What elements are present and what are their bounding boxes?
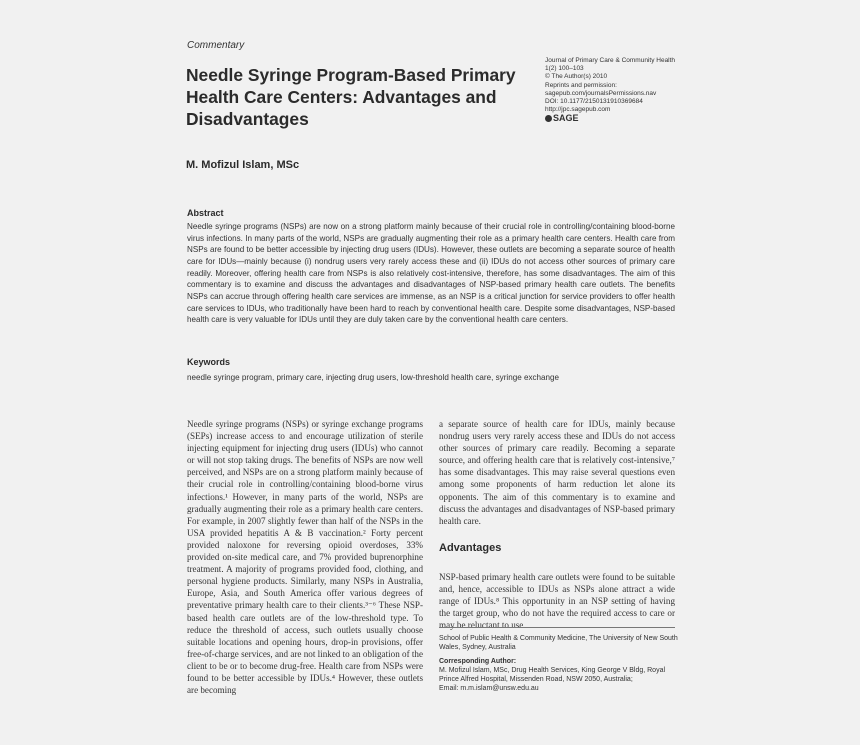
sage-logo-text: SAGE (553, 113, 579, 124)
author-name: M. Mofizul Islam, MSc (186, 159, 300, 171)
sage-logo (545, 114, 690, 122)
journal-doi[interactable]: DOI: 10.1177/2150131910369684 (545, 98, 643, 106)
article-title: Needle Syringe Program-Based Primary Health Care Centers: Advantages and Disadvantages (186, 65, 516, 129)
keywords-heading: Keywords (187, 357, 231, 367)
keywords-text: needle syringe program, primary care, injecting drug users, low-threshold health care, syringe exchange (187, 373, 560, 382)
corresponding-author-address: M. Mofizul Islam, MSc, Drug Health Services, King George V Bldg, Royal Prince Alfred Hospital, Missenden Road, NSW 2050, Australia; (439, 666, 666, 684)
body-paragraph: a separate source of health care for IDUs, mainly because nondrug users very rarely access these and IDUs do not access other sources of primary care readily. Becoming a separate source, and offering health care that is relatively cost-intensive,⁷ has some disadvantages. This may raise several questions even among some proponents of harm reduction let alone its opponents. The aim of this commentary is to examine and discuss the advantages and disadvantages of NSP-based primary health care. (439, 419, 675, 526)
journal-copyright: © The Author(s) 2010 (545, 73, 608, 81)
body-paragraph: Needle syringe programs (NSPs) or syringe exchange programs (SEPs) increase access to and encourage utilization of sterile injecting equipment for injecting drug users (IDUs) who cannot or will not stop taking drugs. The benefits of NSPs are now well perceived, and NSPs are on a strong platform mainly because of their crucial role in controlling/containing blood-borne virus infections.¹ However, in many parts of the world, NSPs are gradually augmenting their role as a primary health care centers. For example, in 2007 slightly fewer than half of the NSPs in the USA provided hepatitis A & B vaccination.² Forty percent provided naloxone for reversing opioid overdoses, 33% provided on-site medical care, and 7% provided buprenorphine treatment. A majority of programs provided food, clothing, and personal hygiene products. Similarly, many NSPs in Australia, Europe, Asia, and South America offer various degrees of preventative primary health care to their clients.³⁻⁶ These NSP-based health care outlets are of the low-threshold type. To reduce the threshold of access, such outlets usually choose suitable locations and opening hours, drop-in provisions, offer free-of-charge services, and are not linked to an obligation of the client to be or to become drug-free. Health care from NSPs were found to be better accessible by IDUs.⁴ However, these outlets are becoming (187, 419, 423, 696)
journal-reprints: Reprints and permission: (545, 81, 617, 89)
journal-permissions-link[interactable]: sagepub.com/journalsPermissions.nav (545, 89, 657, 97)
footnote-divider (439, 627, 675, 628)
abstract-heading: Abstract (187, 208, 224, 218)
sage-logo-icon (545, 115, 552, 122)
journal-info (545, 57, 690, 123)
journal-name: Journal of Primary Care & Community Health (545, 57, 676, 64)
advantages-heading: Advantages (439, 542, 502, 554)
advantages-column (439, 562, 675, 641)
footnote (439, 634, 679, 694)
body-left-column (187, 418, 423, 696)
corresponding-author-email[interactable]: Email: m.m.islam@unsw.edu.au (439, 685, 539, 693)
section-label: Commentary (187, 40, 245, 51)
journal-url[interactable]: http://jpc.sagepub.com (545, 106, 611, 114)
body-right-column (439, 418, 675, 527)
abstract-text: Needle syringe programs (NSPs) are now on a strong platform mainly because of their crucial role in controlling/containing blood-borne virus infections. In many parts of the world, NSPs are gradually augmenting their role as a primary health care centers. Health care from NSPs are found to be better accessible by injecting drug users (IDUs). However, these outlets are becoming a separate source of health care for IDUs—mainly because (i) nondrug users very rarely access these and (ii) IDUs do not access other sources of primary care readily. Moreover, offering health care from NSPs is also relatively cost-intensive, therefore, has some disadvantages. The aim of this commentary is to examine and discuss the advantages and disadvantages of NSP-based primary health care outlets. The benefits NSPs can accrue through offering health care services are immense, as an NSP is a critical junction for service providers to offer health care services to IDUs, who traditionally have been hard to reach by conventional health care. Despite some disadvantages, NSP-based health care is very valuable for IDUs until they are duly taken care by the conventional health care centers. (187, 222, 675, 325)
advantages-paragraph: NSP-based primary health care outlets were found to be suitable and, hence, accessible to IDUs as NSPs alone attract a wide range of IDUs.⁸ This opportunity in an NSP setting of having the target group, who do not have the required access to care or may be reluctant to use (439, 572, 675, 631)
corresponding-author-heading: Corresponding Author: (439, 657, 517, 665)
journal-volume: 1(2) 100–103 (545, 65, 584, 73)
author-affiliation: School of Public Health & Community Medicine, The University of New South Wales, Sydney, Australia (439, 635, 678, 652)
